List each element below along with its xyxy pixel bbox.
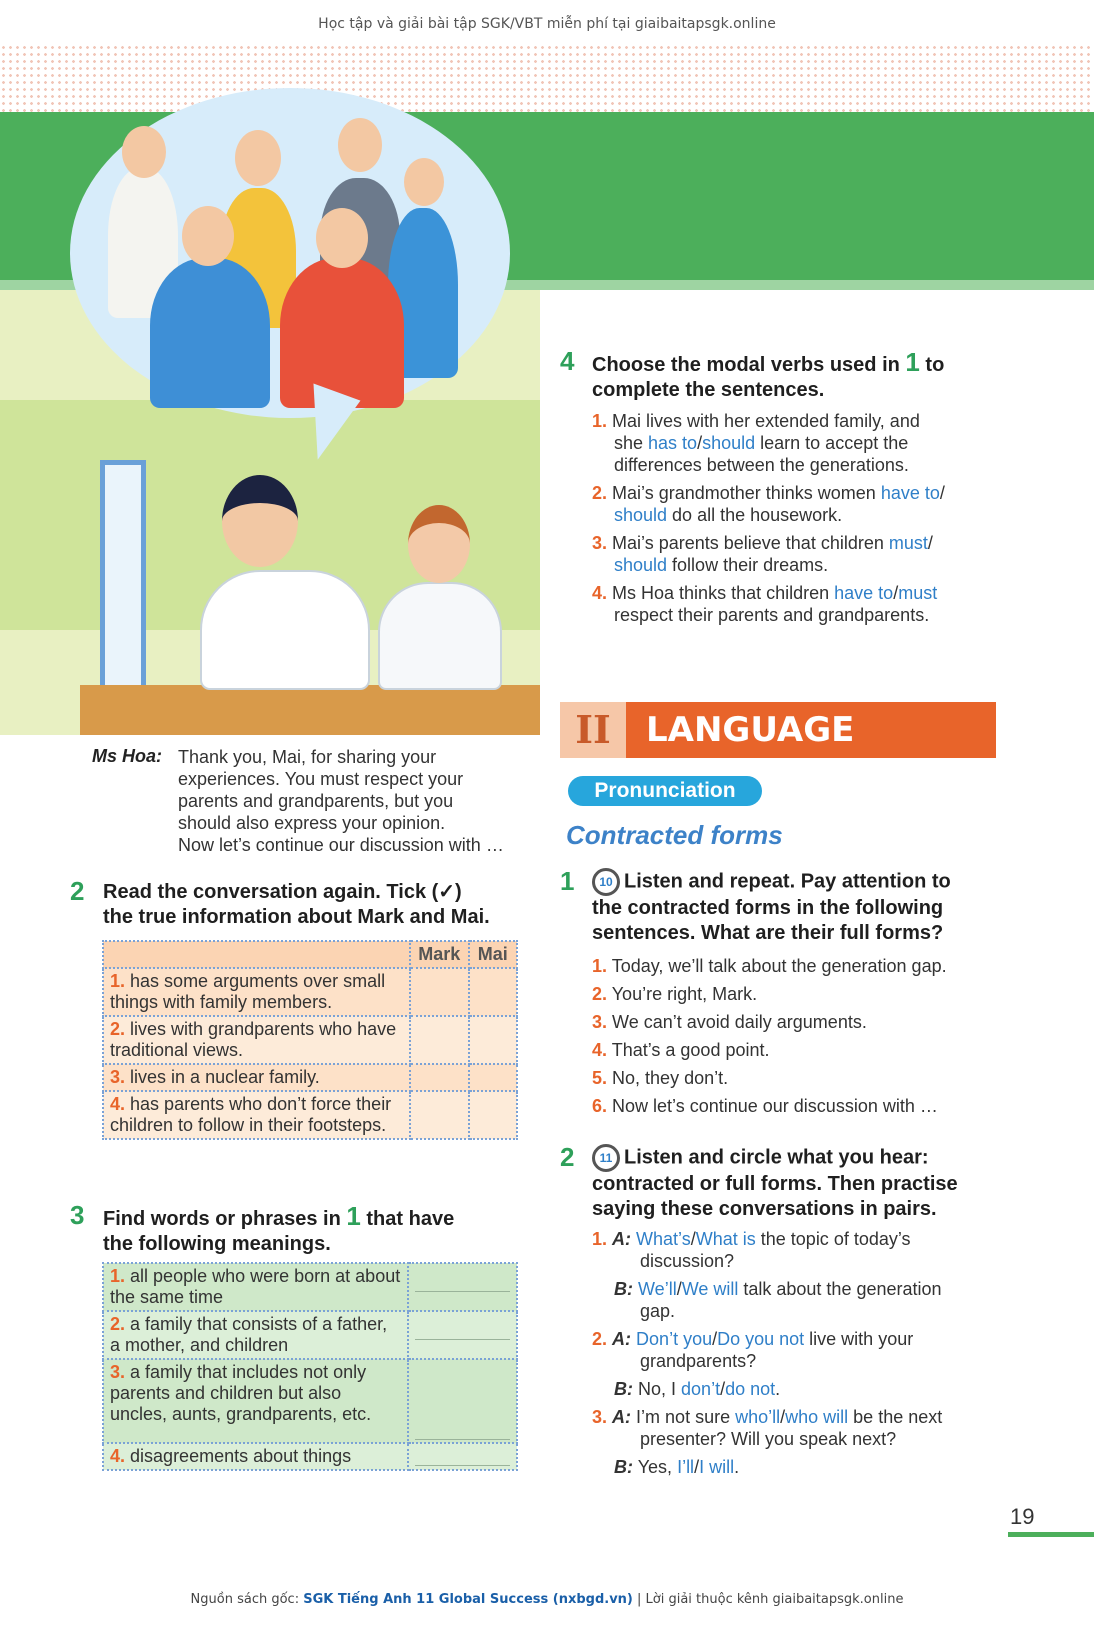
- option-separator: /: [676, 1279, 682, 1299]
- option-full[interactable]: Do you not: [717, 1329, 805, 1349]
- family-member-head: [235, 130, 281, 186]
- section-title: LANGUAGE: [646, 710, 855, 750]
- row-number: 3.: [110, 1362, 126, 1382]
- dialog-text: [178, 746, 538, 856]
- item-text: she: [614, 433, 649, 453]
- family-member-head: [404, 158, 444, 206]
- item-text: respect their parents and grandparents.: [614, 605, 930, 625]
- row-number: 4.: [110, 1446, 126, 1466]
- option-full[interactable]: I will: [699, 1457, 735, 1477]
- option-separator: /: [697, 433, 703, 453]
- item-text: .: [775, 1379, 781, 1399]
- table-row: [103, 1359, 517, 1443]
- item-text: be the next: [848, 1407, 943, 1427]
- exercise-4-title-text: to: [919, 354, 945, 376]
- speaker-a: A:: [612, 1329, 632, 1349]
- answer-cell[interactable]: [408, 1443, 517, 1470]
- answer-cell[interactable]: [408, 1311, 517, 1359]
- tick-cell-mai[interactable]: [469, 1064, 517, 1091]
- item-number: 2.: [592, 984, 608, 1004]
- footer-prefix: Nguồn sách gốc:: [190, 1592, 304, 1607]
- item-text: presenter? Will you speak next?: [640, 1429, 897, 1449]
- family-member-head: [316, 208, 368, 268]
- item-text: Today, we’ll talk about the generation gap.: [611, 956, 947, 976]
- student-mark-body: [378, 582, 502, 690]
- tick-cell-mai[interactable]: [469, 1016, 517, 1064]
- item-number: 2.: [592, 1329, 608, 1349]
- option-a[interactable]: has to: [648, 433, 698, 453]
- option-contracted[interactable]: who’ll: [735, 1407, 781, 1427]
- exercise-4-title-text: Choose the modal verbs used in: [592, 354, 906, 376]
- option-b[interactable]: must: [898, 583, 938, 603]
- page-number-underline: [1008, 1532, 1094, 1537]
- item-text: I’m not sure: [636, 1407, 736, 1427]
- row-number: 4.: [110, 1094, 126, 1114]
- column-mark: Mark: [410, 941, 469, 968]
- row-number: 1.: [110, 1266, 126, 1286]
- option-a[interactable]: have to: [834, 583, 894, 603]
- exercise-3-table: [102, 1262, 518, 1471]
- pron-1-list: [592, 952, 1032, 1120]
- classroom-desk: [80, 685, 540, 735]
- item-number: 3.: [592, 1407, 608, 1427]
- pron-1-title-line: the contracted forms in the following: [592, 897, 944, 919]
- item-number: 4.: [592, 1040, 608, 1060]
- table-row: [103, 1016, 517, 1064]
- item-number: 5.: [592, 1068, 608, 1088]
- option-contracted[interactable]: What’s: [636, 1229, 691, 1249]
- answer-blank[interactable]: [415, 1266, 510, 1292]
- item-text: Mai lives with her extended family, and: [612, 411, 920, 431]
- item-text: gap.: [640, 1301, 676, 1321]
- item-text: You’re right, Mark.: [611, 984, 758, 1004]
- exercise-3-ref: 1: [346, 1201, 361, 1231]
- exercise-4-number: 4: [560, 346, 575, 376]
- dotted-banner: [0, 44, 1094, 112]
- pron-1-title-line: sentences. What are their full forms?: [592, 922, 944, 944]
- option-separator: /: [780, 1407, 786, 1427]
- item-text: live with your: [804, 1329, 914, 1349]
- pron-1-title: [592, 868, 1032, 946]
- footer-note: [0, 1592, 1094, 1607]
- list-item: [592, 1092, 1032, 1120]
- table-row: [103, 1064, 517, 1091]
- answer-blank[interactable]: [415, 1362, 510, 1440]
- list-item: [592, 532, 1032, 576]
- option-full[interactable]: who will: [785, 1407, 849, 1427]
- exercise-3-title-text: that have: [360, 1208, 455, 1230]
- page-number: 19: [1010, 1504, 1035, 1529]
- tick-cell-mai[interactable]: [469, 1091, 517, 1139]
- item-text: .: [734, 1457, 740, 1477]
- family-member-head: [338, 118, 382, 172]
- row-text: lives with grandparents who have traditional views.: [110, 1019, 397, 1060]
- item-number: 2.: [592, 483, 608, 503]
- option-separator: /: [893, 583, 899, 603]
- item-text: Now let’s continue our discussion with …: [612, 1096, 938, 1116]
- row-text: a family that consists of a father, a mother, and children: [110, 1314, 388, 1355]
- item-text: Mai’s grandmother thinks women: [612, 483, 881, 503]
- footer-source-link[interactable]: SGK Tiếng Anh 11 Global Success (nxbgd.vn): [303, 1592, 633, 1607]
- pron-1-title-text: Pay attention to: [795, 870, 951, 893]
- tick-cell-mark[interactable]: [410, 1064, 469, 1091]
- table-header-blank: [103, 941, 410, 968]
- speaker-a: A:: [612, 1229, 632, 1249]
- item-text: grandparents?: [640, 1351, 757, 1371]
- section-roman-numeral: II: [560, 702, 626, 758]
- row-number: 3.: [110, 1067, 126, 1087]
- item-text: No, I: [638, 1379, 682, 1399]
- row-text: lives in a nuclear family.: [130, 1067, 320, 1087]
- family-member-grandfather: [150, 258, 270, 408]
- student-mai-body: [200, 570, 370, 690]
- dialog-line: Now let’s continue our discussion with …: [178, 835, 504, 855]
- table-row: [103, 968, 517, 1016]
- item-text: learn to accept the: [755, 433, 909, 453]
- option-b[interactable]: should: [614, 555, 668, 575]
- row-number: 2.: [110, 1314, 126, 1334]
- table-row: [103, 1263, 517, 1311]
- exercise-3-title: [103, 1201, 543, 1257]
- exercise-3-title-text: Find words or phrases in: [103, 1208, 347, 1230]
- option-separator: /: [690, 1229, 696, 1249]
- column-mai: Mai: [469, 941, 517, 968]
- tick-cell-mark[interactable]: [410, 1016, 469, 1064]
- answer-cell[interactable]: [408, 1263, 517, 1311]
- thought-bubble: [70, 88, 510, 418]
- pronunciation-pill: Pronunciation: [568, 776, 762, 806]
- dialog-speaker: Ms Hoa:: [92, 746, 163, 766]
- item-number: 3.: [592, 533, 608, 553]
- table-row: [103, 1091, 517, 1139]
- dialog-line: should also express your opinion.: [178, 813, 446, 833]
- conversation: [592, 1378, 1042, 1400]
- option-separator: /: [927, 533, 933, 553]
- option-contracted[interactable]: Don’t you: [636, 1329, 713, 1349]
- table-row: [103, 1443, 517, 1470]
- item-text: No, they don’t.: [612, 1068, 729, 1088]
- item-number: 4.: [592, 583, 608, 603]
- family-member-grandmother: [280, 258, 404, 408]
- exercise-4-ref: 1: [905, 347, 920, 377]
- item-text: follow their dreams.: [667, 555, 829, 575]
- item-text: That’s a good point.: [611, 1040, 770, 1060]
- item-text: Ms Hoa thinks that children: [612, 583, 835, 603]
- pron-2-title-line: saying these conversations in pairs.: [592, 1198, 937, 1220]
- footer-suffix: | Lời giải thuộc kênh giaibaitapsgk.online: [632, 1592, 904, 1607]
- list-item: [592, 1008, 1032, 1036]
- exercise-2-title-line: Read the conversation again. Tick (✓): [103, 881, 462, 903]
- speaker-b: B:: [614, 1379, 633, 1399]
- list-item: [592, 582, 1032, 626]
- option-contracted[interactable]: We’ll: [638, 1279, 677, 1299]
- option-contracted[interactable]: don’t: [681, 1379, 721, 1399]
- tick-cell-mark[interactable]: [410, 1091, 469, 1139]
- student-mark-head: [408, 505, 470, 583]
- exercise-4-title: [592, 347, 1032, 403]
- item-text: Mai’s parents believe that children: [612, 533, 889, 553]
- pron-2-conversations: [592, 1228, 1042, 1478]
- row-text: all people who were born at about the same time: [110, 1266, 401, 1307]
- dialog-line: experiences. You must respect your: [178, 769, 464, 789]
- exercise-2-title-line: the true information about Mark and Mai.: [103, 906, 490, 928]
- row-text: a family that includes not only parents and children but also uncles, aunts, grandparents, etc.: [110, 1362, 372, 1424]
- conversation: [592, 1278, 1042, 1322]
- item-number: 1.: [592, 411, 608, 431]
- exercise-2-table: [102, 940, 518, 1140]
- answer-cell[interactable]: [408, 1359, 517, 1443]
- speaker-b: B:: [614, 1457, 633, 1477]
- conversation: [592, 1456, 1042, 1478]
- exercise-2-title: [103, 880, 543, 930]
- conversation: [592, 1328, 1042, 1372]
- item-text: discussion?: [640, 1251, 735, 1271]
- speaker-a: A:: [612, 1407, 632, 1427]
- audio-track-icon[interactable]: 11: [592, 1144, 620, 1172]
- item-text: do all the housework.: [667, 505, 843, 525]
- option-separator: /: [712, 1329, 718, 1349]
- speaker-b: B:: [614, 1279, 633, 1299]
- option-full[interactable]: We will: [681, 1279, 739, 1299]
- classroom-window: [100, 460, 146, 690]
- list-item: [592, 952, 1032, 980]
- table-row: [103, 1311, 517, 1359]
- option-b[interactable]: should: [614, 505, 668, 525]
- tick-cell-mai[interactable]: [469, 968, 517, 1016]
- exercise-3-number: 3: [70, 1200, 85, 1230]
- dialog-line: parents and grandparents, but you: [178, 791, 454, 811]
- row-text: disagreements about things: [130, 1446, 352, 1466]
- option-separator: /: [939, 483, 945, 503]
- item-number: 6.: [592, 1096, 608, 1116]
- conversation: [592, 1228, 1042, 1272]
- exercise-4-title-line: complete the sentences.: [592, 379, 825, 401]
- pron-2-title-line: contracted or full forms. Then practise: [592, 1173, 958, 1195]
- row-number: 2.: [110, 1019, 126, 1039]
- tick-cell-mark[interactable]: [410, 968, 469, 1016]
- option-separator: /: [694, 1457, 700, 1477]
- item-text: talk about the generation: [738, 1279, 942, 1299]
- option-a[interactable]: must: [888, 533, 928, 553]
- option-separator: /: [720, 1379, 726, 1399]
- item-number: 1.: [592, 956, 608, 976]
- list-item: [592, 1064, 1032, 1092]
- header-note: Học tập và giải bài tập SGK/VBT miễn phí tại giaibaitapsgk.online: [318, 16, 776, 32]
- row-text: has parents who don’t force their children to follow in their footsteps.: [110, 1094, 392, 1135]
- family-member-head: [122, 126, 166, 178]
- answer-blank[interactable]: [415, 1314, 510, 1340]
- pron-1-title-text: Listen and repeat.: [624, 870, 796, 893]
- item-number: 3.: [592, 1012, 608, 1032]
- contracted-forms-heading: Contracted forms: [566, 820, 783, 850]
- option-contracted[interactable]: I’ll: [677, 1457, 695, 1477]
- dialog-line: Thank you, Mai, for sharing your: [178, 747, 437, 767]
- list-item: [592, 482, 1032, 526]
- list-item: [592, 980, 1032, 1008]
- row-number: 1.: [110, 971, 126, 991]
- list-item: [592, 410, 1032, 476]
- pron-2-number: 2: [560, 1142, 575, 1172]
- pron-2-title-text: Listen and circle what you hear:: [624, 1146, 929, 1169]
- exercise-2-number: 2: [70, 876, 85, 906]
- list-item: [592, 1036, 1032, 1064]
- item-text: Yes,: [637, 1457, 678, 1477]
- student-mai-head: [222, 475, 298, 567]
- pron-1-number: 1: [560, 866, 575, 896]
- option-full[interactable]: What is: [695, 1229, 756, 1249]
- item-text: differences between the generations.: [614, 455, 909, 475]
- row-text: has some arguments over small things with family members.: [110, 971, 386, 1012]
- exercise-4-list: [592, 410, 1032, 626]
- exercise-3-title-line: the following meanings.: [103, 1233, 331, 1255]
- pron-2-title: [592, 1144, 1032, 1222]
- item-number: 1.: [592, 1229, 608, 1249]
- audio-track-icon[interactable]: 10: [592, 868, 620, 896]
- answer-blank[interactable]: [415, 1446, 510, 1466]
- item-text: the topic of today’s: [755, 1229, 911, 1249]
- option-full[interactable]: do not: [725, 1379, 776, 1399]
- family-member-head: [182, 206, 234, 266]
- item-text: We can’t avoid daily arguments.: [612, 1012, 867, 1032]
- conversation: [592, 1406, 1042, 1450]
- option-a[interactable]: have to: [880, 483, 940, 503]
- option-b[interactable]: should: [702, 433, 756, 453]
